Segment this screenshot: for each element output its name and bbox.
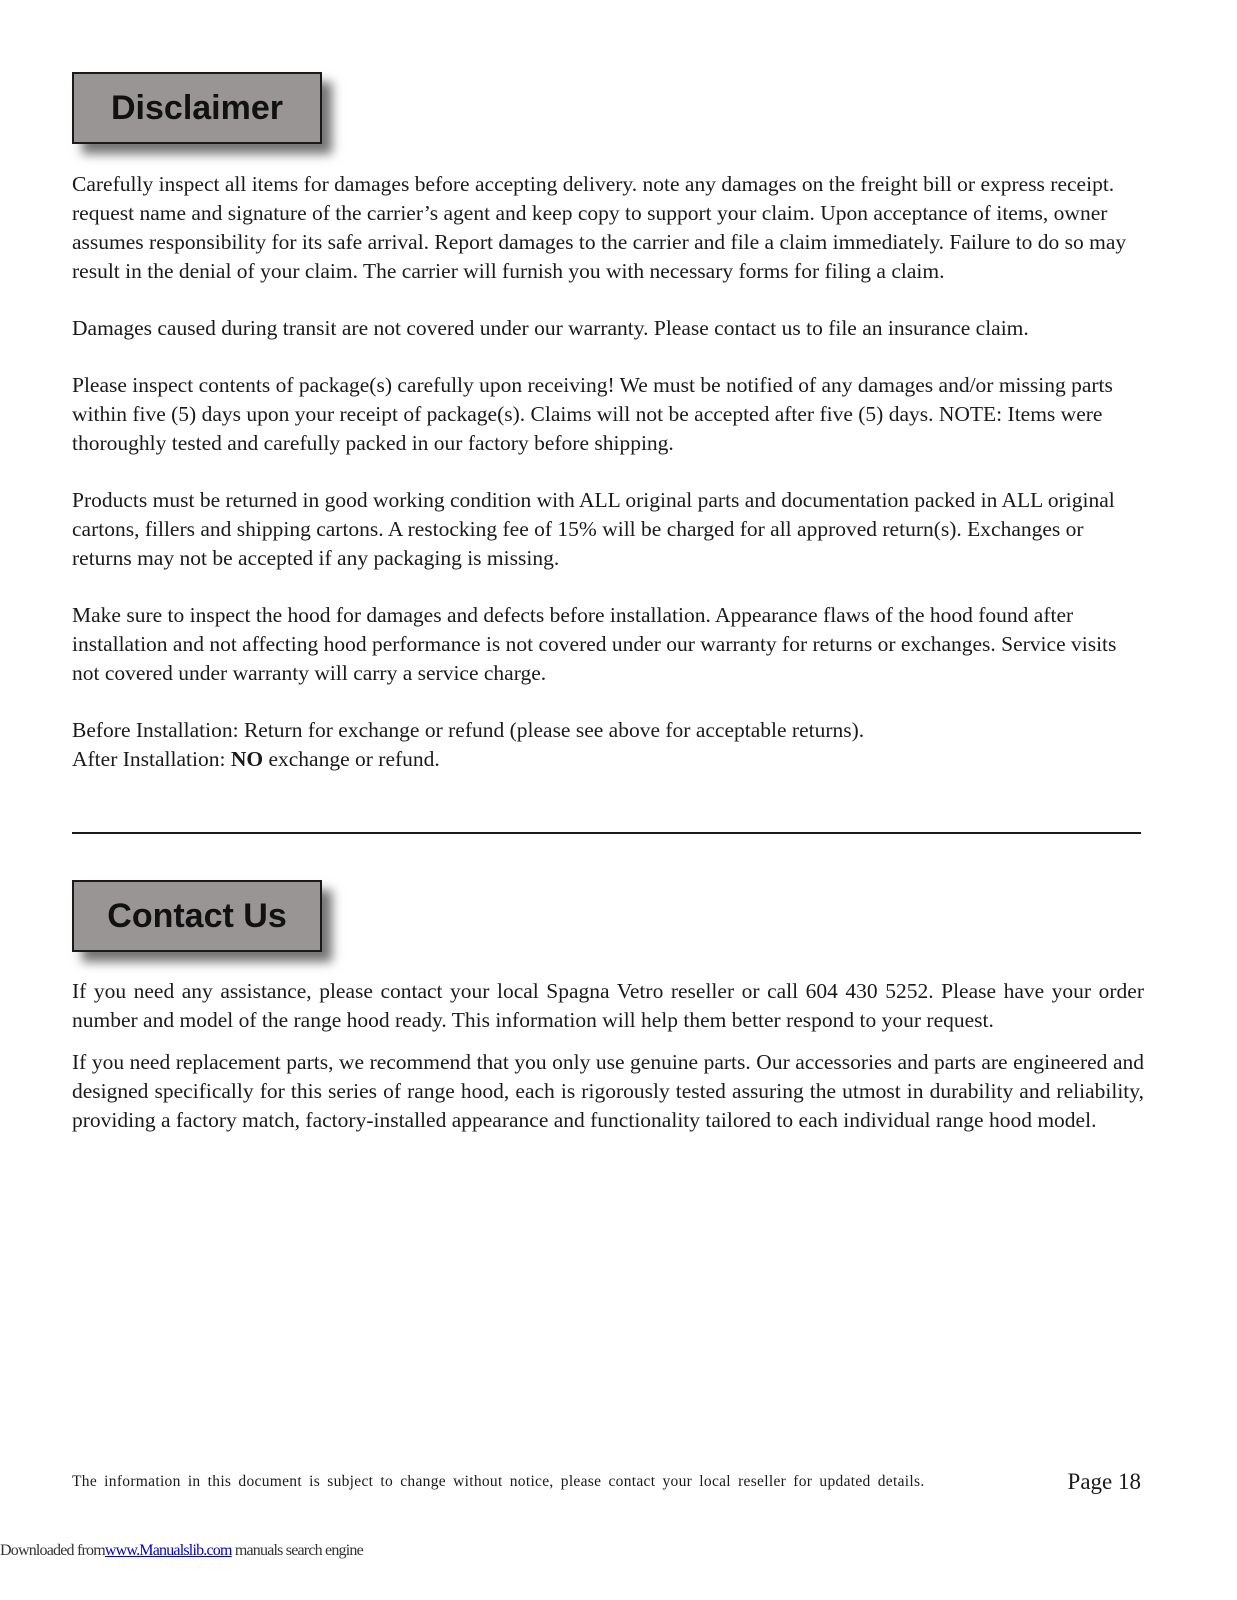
installation-policy	[72, 716, 1144, 774]
page-number: Page 18	[1067, 1469, 1141, 1494]
before-installation-line: Before Installation: Return for exchange or refund (please see above for acceptable returns).	[72, 718, 865, 742]
after-installation-suffix: exchange or refund.	[263, 747, 440, 771]
disclaimer-paragraph-5: Make sure to inspect the hood for damages and defects before installation. Appearance flaws of the hood found after installation and not affecting hood performance is not covered under our warranty for returns or exchanges. Service visits not covered under warranty will carry a service charge.	[72, 603, 1117, 685]
contact-paragraph-2: If you need replacement parts, we recommend that you only use genuine parts. Our accessories and parts are engineered and designed specifically for this series of range hood, each is rigorously tested assuring the utmost in durability and reliability, providing a factory match, factory-installed appearance and functionality tailored to each individual range hood model.	[72, 1050, 1144, 1132]
download-suffix: manuals search engine	[231, 1542, 363, 1559]
disclaimer-paragraph-2: Damages caused during transit are not covered under our warranty. Please contact us to file an insurance claim.	[72, 316, 1029, 340]
after-installation-prefix: After Installation:	[72, 747, 231, 771]
disclaimer-body	[72, 170, 1144, 774]
disclaimer-heading: Disclaimer	[72, 72, 322, 144]
footer-note: The information in this document is subject to change without notice, please contact your local reseller for updated details.	[72, 1473, 925, 1490]
after-installation-no: NO	[230, 747, 264, 771]
contact-paragraph-1: If you need any assistance, please contact your local Spagna Vetro reseller or call 604 430 5252. Please have your order number and model of the range hood ready. This information will help them better respond to your request.	[72, 979, 1144, 1032]
disclaimer-paragraph-3: Please inspect contents of package(s) carefully upon receiving! We must be notified of any damages and/or missing parts within five (5) days upon your receipt of package(s). Claims will not be accepted after five (5) days. NOTE: Items were thoroughly tested and carefully packed in our factory before shipping.	[72, 373, 1113, 455]
contact-heading: Contact Us	[72, 880, 322, 952]
disclaimer-paragraph-1: Carefully inspect all items for damages before accepting delivery. note any damages on the freight bill or express receipt. request name and signature of the carrier’s agent and keep copy to support your claim. Upon acceptance of items, owner assumes responsibility for its safe arrival. Report damages to the carrier and file a claim immediately. Failure to do so may result in the denial of your claim. The carrier will furnish you with necessary forms for filing a claim.	[72, 172, 1127, 283]
download-prefix: Downloaded from	[0, 1542, 105, 1559]
disclaimer-paragraph-4: Products must be returned in good working condition with ALL original parts and documentation packed in ALL original cartons, fillers and shipping cartons. A restocking fee of 15% will be charged for all approved return(s). Exchanges or returns may not be accepted if any packaging is missing.	[72, 488, 1115, 570]
download-source-line	[0, 1542, 363, 1560]
contact-body	[72, 977, 1144, 1148]
manualslib-link[interactable]: www.Manualslib.com	[104, 1542, 232, 1559]
section-divider	[72, 832, 1141, 834]
